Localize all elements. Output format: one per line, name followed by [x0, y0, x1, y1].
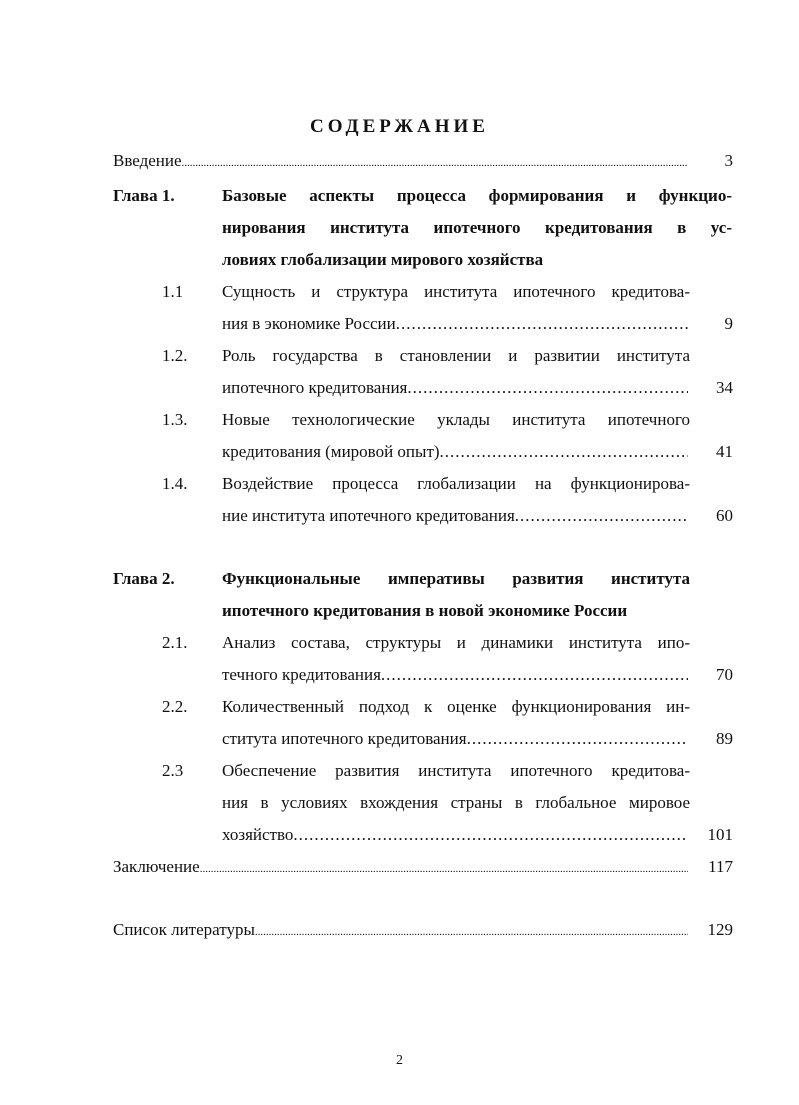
entry-label: ние института ипотечного кредитования	[222, 506, 515, 525]
section-1-3-line-1: Новые технологические уклады института ипотечного	[222, 410, 690, 429]
leader-dots	[381, 663, 688, 687]
entry-label: ститута ипотечного кредитования	[222, 729, 467, 748]
entry-label: Список литературы	[113, 920, 255, 939]
section-number: 1.4.	[162, 474, 188, 493]
chapter-1-title-line-3: ловиях глобализации мирового хозяйства	[222, 250, 544, 269]
section-2-3-line-2: ния в условиях вхождения страны в глобальное мировое	[222, 793, 690, 812]
section-2-3-line-1: Обеспечение развития института ипотечного кредитова-	[222, 761, 690, 780]
leader-dots	[182, 149, 688, 173]
leader-dots	[440, 440, 688, 464]
leader-dots	[467, 727, 688, 751]
page-ref-1-2: 34	[716, 378, 733, 397]
chapter-2-title-line-1: Функциональные императивы развития института	[222, 569, 690, 588]
section-2-1-line-1: Анализ состава, структуры и динамики института ипо-	[222, 633, 690, 652]
toc-title: СОДЕРЖАНИЕ	[310, 116, 489, 137]
page-ref-intro: 3	[724, 151, 733, 170]
chapter-1-title-line-2: нирования института ипотечного кредитования в ус-	[222, 218, 732, 237]
page-number: 2	[396, 1053, 403, 1068]
entry-label: течного кредитования	[222, 665, 381, 684]
section-number: 2.2.	[162, 697, 188, 716]
entry-label: хозяйство	[222, 825, 294, 844]
entry-label: Заключение	[113, 857, 200, 876]
leader-dots	[200, 855, 688, 879]
section-1-4-line-1: Воздействие процесса глобализации на функционирова-	[222, 474, 690, 493]
chapter-2-title-line-2: ипотечного кредитования в новой экономике России	[222, 601, 628, 620]
toc-entry-1-2[interactable]	[222, 376, 688, 400]
section-number: 1.2.	[162, 346, 188, 365]
toc-entry-2-1[interactable]	[222, 663, 688, 687]
chapter-2-label: Глава 2.	[113, 569, 175, 588]
page-ref-bibliography: 129	[707, 920, 733, 939]
chapter-1-title-line-1: Базовые аспекты процесса формирования и функцио-	[222, 186, 732, 205]
page-ref-1-4: 60	[716, 506, 733, 525]
page-ref-conclusion: 117	[708, 857, 733, 876]
section-1-1-line-1: Сущность и структура института ипотечного кредитова-	[222, 282, 690, 301]
entry-label: кредитования (мировой опыт)	[222, 442, 440, 461]
toc-entry-intro[interactable]	[113, 149, 688, 173]
toc-entry-conclusion[interactable]	[113, 855, 688, 879]
page-ref-2-2: 89	[716, 729, 733, 748]
section-number: 2.1.	[162, 633, 188, 652]
toc-entry-2-3[interactable]	[222, 823, 688, 847]
entry-label: ипотечного кредитования	[222, 378, 408, 397]
page-ref-2-1: 70	[716, 665, 733, 684]
leader-dots	[293, 823, 688, 847]
entry-label: Введение	[113, 151, 182, 170]
section-2-2-line-1: Количественный подход к оценке функционирования ин-	[222, 697, 690, 716]
toc-entry-1-1[interactable]	[222, 312, 688, 336]
toc-entry-bibliography[interactable]	[113, 918, 688, 942]
leader-dots	[515, 504, 688, 528]
leader-dots	[255, 918, 688, 942]
toc-entry-2-2[interactable]	[222, 727, 688, 751]
section-number: 1.1	[162, 282, 184, 301]
page-ref-1-3: 41	[716, 442, 733, 461]
leader-dots	[407, 376, 688, 400]
chapter-1-label: Глава 1.	[113, 186, 175, 205]
page-ref-1-1: 9	[724, 314, 733, 333]
section-1-2-line-1: Роль государства в становлении и развитии института	[222, 346, 690, 365]
section-number: 1.3.	[162, 410, 188, 429]
page-ref-2-3: 101	[707, 825, 733, 844]
toc-entry-1-4[interactable]	[222, 504, 688, 528]
entry-label: ния в экономике России	[222, 314, 396, 333]
section-number: 2.3	[162, 761, 184, 780]
toc-entry-1-3[interactable]	[222, 440, 688, 464]
leader-dots	[396, 312, 688, 336]
